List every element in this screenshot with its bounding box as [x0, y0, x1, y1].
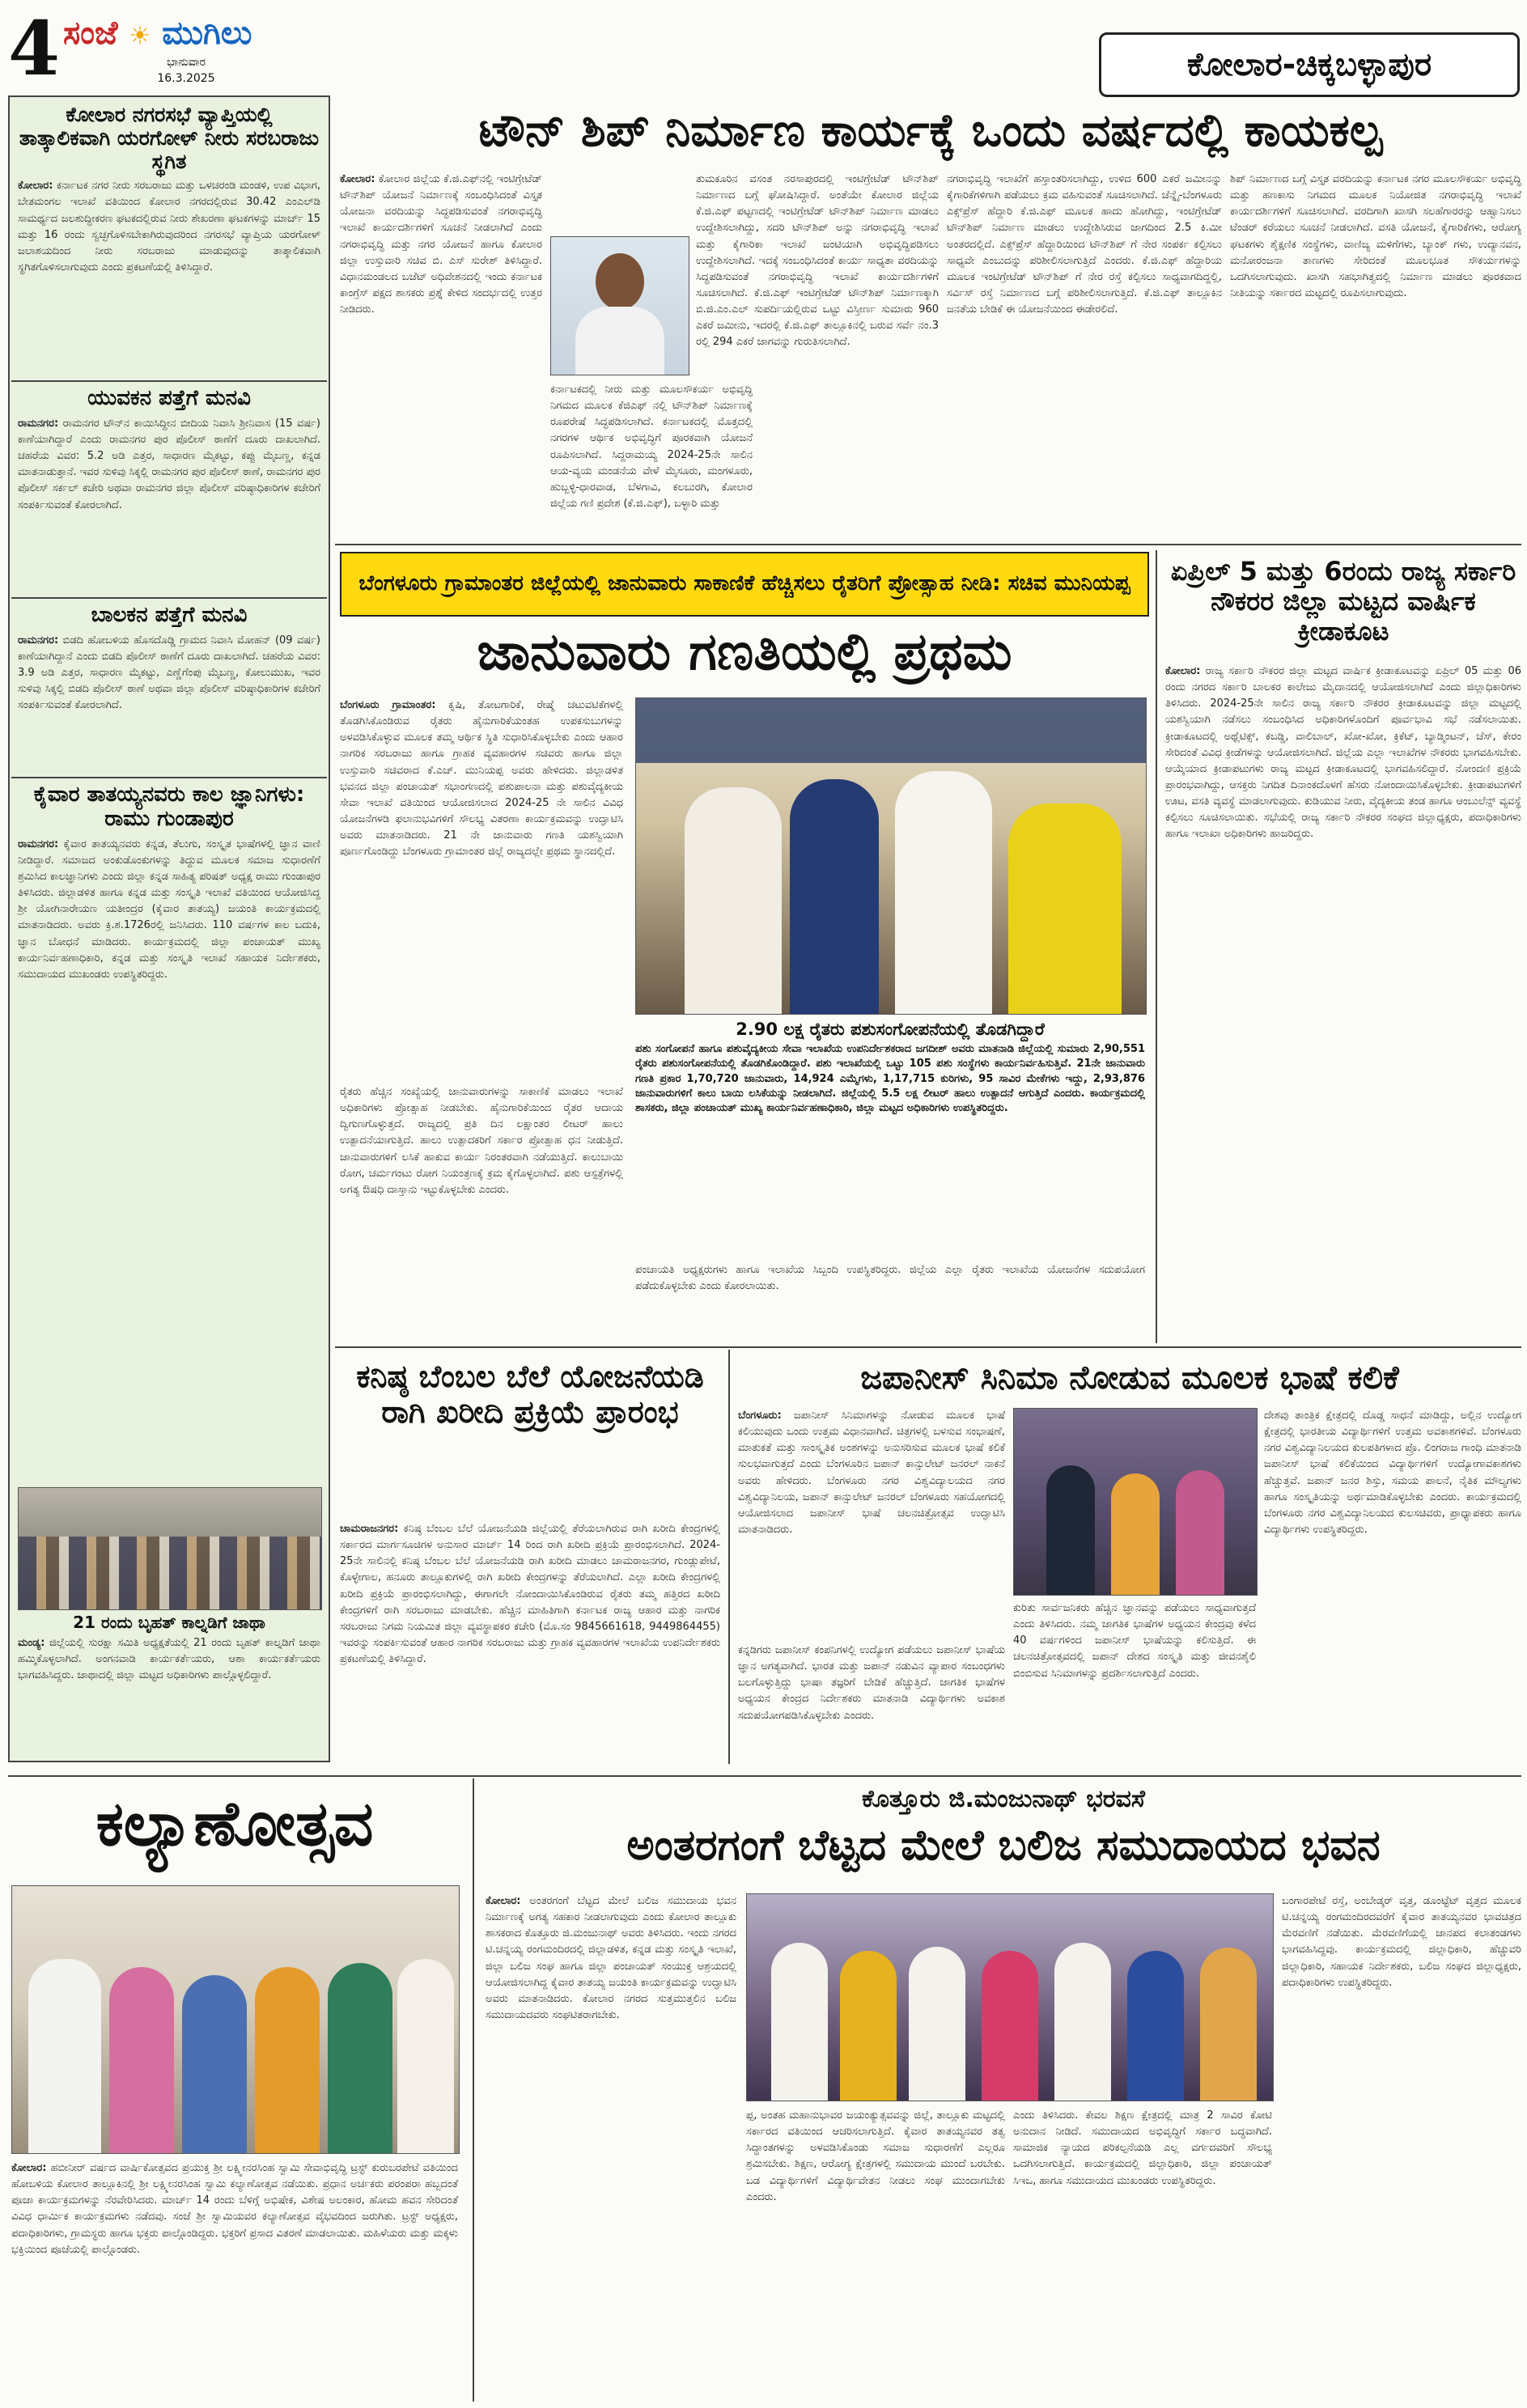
top-story-col4: [947, 172, 1222, 318]
story-text: ಕೈವಾರ ತಾತಯ್ಯನವರು ಕನ್ನಡ, ತೆಲುಗು, ಸಂಸ್ಕೃತ ಭಾಷೆಗಳಲ್ಲಿ ಜ್ಞಾನ ವಾಣಿ ನೀಡಿದ್ದಾರೆ. ಸಮಾಜದ ಅಂಕುಡೊಂಕುಗಳನ್ನು ತಿದ್ದುವ ಮೂಲಕ ಸಮಾಜ ಸುಧಾರಣೆಗೆ ಶ್ರಮಿಸಿದ ಕಾಲಜ್ಞಾನಿಗಳು ಎಂದು ಜಿಲ್ಲಾ ಕನ್ನಡ ಸಾಹಿತ್ಯ ಪರಿಷತ್ ಅಧ್ಯಕ್ಷ ರಾಮು ಗುಂಡಾಪುರ ತಿಳಿಸಿದರು. ಜಿಲ್ಲಾಡಳಿತ ಹಾಗೂ ಕನ್ನಡ ಮತ್ತು ಸಂಸ್ಕೃತಿ ಇಲಾಖೆ ವತಿಯಿಂದ ಆಯೋಜಿಸಿದ್ದ ಶ್ರೀ ಯೋಗಿನಾರೇಯಣ ಯತೀಂದ್ರರ (ಕೈವಾರ ತಾತಯ್ಯ) ಜಯಂತಿ ಕಾರ್ಯಕ್ರಮದಲ್ಲಿ ಮಾತನಾಡಿದರು. ಅವರು ಕ್ರಿ.ಶ.1726ರಲ್ಲಿ ಜನಿಸಿದರು. 110 ವರ್ಷಗಳ ಕಾಲ ಬದುಕಿ, ಜ್ಞಾನ ಬೋಧನೆ ಮಾಡಿದರು. ಕಾರ್ಯಕ್ರಮದಲ್ಲಿ ಜಿಲ್ಲಾ ಪಂಚಾಯತ್ ಮುಖ್ಯ ಕಾರ್ಯನಿರ್ವಹಣಾಧಿಕಾರಿ, ಕನ್ನಡ ಮತ್ತು ಸಂಸ್ಕೃತಿ ಇಲಾಖೆ ಸಹಾಯಕ ನಿರ್ದೇಶಕರು, ಸಮುದಾಯದ ಮುಖಂಡರು ಉಪಸ್ಥಿತರಿದ್ದರು.: [18, 837, 320, 981]
top-story-col5: [1230, 172, 1521, 302]
divider: [335, 1346, 1521, 1348]
japanese-col3: [1013, 1600, 1256, 1682]
caption-title: 21 ರಂದು ಬೃಹತ್ ಕಾಲ್ನಡಿಗೆ ಜಾಥಾ: [73, 1613, 265, 1632]
story-text: ರಾಮನಗರ ಟೌನ್‌ನ ಕಾಯಿಸಿದ್ದೀನ ಬೀದಿಯ ನಿವಾಸಿ ಶ್ರೀನಿವಾಸ (15 ವರ್ಷ) ಕಾಣೆಯಾಗಿದ್ದಾರೆ ಎಂದು ರಾಮನಗರ ಪುರ ಪೊಲೀಸ್ ಠಾಣೆಗೆ ದೂರು ದಾಖಲಾಗಿದೆ. ಚಹರೆಯ ವಿವರ: 5.2 ಅಡಿ ಎತ್ತರ, ಸಾಧಾರಣ ಮೈಕಟ್ಟು, ಕಪ್ಪು ಮೈಬಣ್ಣ, ಕನ್ನಡ ಮಾತನಾಡುತ್ತಾನೆ. ಇವರ ಸುಳಿವು ಸಿಕ್ಕಲ್ಲಿ ರಾಮನಗರ ಪುರ ಪೊಲೀಸ್ ಠಾಣೆ, ರಾಮನಗರ ಪುರ ಪೊಲೀಸ್ ಸರ್ಕಲ್ ಕಚೇರಿ ಅಥವಾ ರಾಮನಗರ ಜಿಲ್ಲಾ ಪೊಲೀಸ್ ವರಿಷ್ಠಾಧಿಕಾರಿಗಳ ಕಚೇರಿಗೆ ಸಂಪರ್ಕಿಸುವಂತೆ ಕೋರಲಾಗಿದೆ.: [18, 417, 320, 511]
story-body: [18, 837, 320, 983]
section-tag: ಕೋಲಾರ-ಚಿಕ್ಕಬಳ್ಳಾಪುರ: [1099, 32, 1520, 97]
dateline: ಕೋಲಾರ:: [1165, 665, 1201, 677]
col-text: ಎಂದು ತಿಳಿಸಿದರು. ಕೇವಲ ಶಿಕ್ಷಣ ಕ್ಷೇತ್ರದಲ್ಲಿ ಮಾತ್ರ 2 ಸಾವಿರ ಕೋಟಿ ಅನುದಾನ ನೀಡಿದೆ. ಸಮುದಾಯದ ಅಭಿವೃದ್ಧಿಗೆ ಸರ್ಕಾರ ಬದ್ಧವಾಗಿದೆ. ಸಾಮಾಜಿಕ ನ್ಯಾಯದ ಪರಿಕಲ್ಪನೆಯಡಿ ಎಲ್ಲ ವರ್ಗದವರಿಗೆ ಸೌಲಭ್ಯ ಒದಗಿಸಲಾಗುತ್ತಿದೆ. ಕಾರ್ಯಕ್ರಮದಲ್ಲಿ ಜಿಲ್ಲಾಧಿಕಾರಿ, ಜಿಲ್ಲಾ ಪಂಚಾಯತ್ ಸಿಇಒ, ಹಾಗೂ ಸಮುದಾಯದ ಮುಖಂಡರು ಉಪಸ್ಥಿತರಿದ್ದರು.: [1013, 2109, 1272, 2187]
story-text: ಬಿಡದಿ ಹೋಬಳಿಯ ಹೊಸದೊಡ್ಡಿ ಗ್ರಾಮದ ನಿವಾಸಿ ಮೋಹನ್ (09 ವರ್ಷ) ಕಾಣೆಯಾಗಿದ್ದಾನೆ ಎಂದು ಬಿಡದಿ ಪೊಲೀಸ್ ಠಾಣೆಗೆ ದೂರು ದಾಖಲಾಗಿದೆ. ಚಹರೆಯ ವಿವರ: 3.9 ಅಡಿ ಎತ್ತರ, ಸಾಧಾರಣ ಮೈಕಟ್ಟು, ಎಣ್ಣೆಗೆಂಪು ಮೈಬಣ್ಣ, ಕೋಲುಮುಖ, ಇವರ ಸುಳಿವು ಸಿಕ್ಕಲ್ಲಿ ಬಿಡದಿ ಪೊಲೀಸ್ ಠಾಣೆ ಅಥವಾ ಜಿಲ್ಲಾ ಪೊಲೀಸ್ ವರಿಷ್ಠಾಧಿಕಾರಿಗಳ ಕಚೇರಿಗೆ ಸಂಪರ್ಕಿಸುವಂತೆ ಕೋರಲಾಗಿದೆ.: [18, 634, 320, 712]
col-text: ಶಿಪ್ ನಿರ್ಮಾಣದ ಬಗ್ಗೆ ವಿಸ್ತೃತ ವರದಿಯನ್ನು ಕರ್ನಾಟಕ ನಗರ ಮೂಲಸೌಕರ್ಯ ಅಭಿವೃದ್ಧಿ ಮತ್ತು ಹಣಕಾಸು ನಿಗಮದ ಮೂಲಕ ನಿಯೋಜಿತ ನಗರಾಭಿವೃದ್ಧಿ ಇಲಾಖೆ ಕಾರ್ಯದರ್ಶಿಗಳಿಗೆ ಸೂಚಿಸಲಾಗಿದೆ. ವರದಿಗಾಗಿ ಖಾಸಗಿ ಸಲಹೆಗಾರರನ್ನು ಆಹ್ವಾನಿಸಲು ಟೆಂಡರ್ ಕರೆಯಲು ಸೂಚನೆ ನೀಡಲಾಗಿದೆ. ವಸತಿ ಯೋಜನೆ, ಕೈಗಾರಿಕೆಗಳು, ಆರೋಗ್ಯ ಘಟಕಗಳು ಶೈಕ್ಷಣಿಕ ಸಂಸ್ಥೆಗಳು, ವಾಣಿಜ್ಯ ಮಳಿಗೆಗಳು, ಬ್ಯಾಂಕ್ ಗಳು, ಉದ್ಯಾನವನ, ಮನೋರಂಜನಾ ತಾಣಗಳು ಸೇರಿದಂತೆ ಮೂಲಭೂತ ಸೌಕರ್ಯಗಳನ್ನು ಒದಗಿಸಲಾಗುವುದು. ಖಾಸಗಿ ಸಹಭಾಗಿತ್ವದಲ್ಲಿ ನಿರ್ಮಾಣ ಮಾಡಲು ಪೂರಕವಾದ ನೀತಿಯನ್ನು ಸರ್ಕಾರದ ಮಟ್ಟದಲ್ಲಿ ರೂಪಿಸಲಾಗುವುದು.: [1230, 173, 1521, 299]
japanese-col2: [1264, 1408, 1521, 1538]
divider: [8, 1775, 1521, 1777]
dateline: ಬೆಂಗಳೂರು ಗ್ರಾಮಾಂತರ:: [340, 699, 436, 711]
col-text: ತುಮಕೂರಿನ ವಸಂತ ನರಸಾಪುರದಲ್ಲಿ ಇಂಟಿಗ್ರೇಟೆಡ್ ಟೌನ್‌ಶಿಪ್ ನಿರ್ಮಾಣದ ಬಗ್ಗೆ ಘೋಷಿಸಿದ್ದಾರೆ. ಅಂತೆಯೇ ಕೋಲಾರ ಜಿಲ್ಲೆಯ ಕೆ.ಜಿ.ಎಫ್ ಪಟ್ಟಣದಲ್ಲಿ ಇಂಟಿಗ್ರೇಟೆಡ್ ಟೌನ್‌ಶಿಪ್ ನಿರ್ಮಾಣ ಮಾಡಲು ಉದ್ದೇಶಿಸಲಾಗಿದ್ದು, ಸದರಿ ಟೌನ್‌ಶಿಪ್ ಅನ್ನು ನಗರಾಭಿವೃದ್ಧಿ ಇಲಾಖೆ ಮತ್ತು ಕೈಗಾರಿಕಾ ಇಲಾಖೆ ಜಂಟಿಯಾಗಿ ಅಭಿವೃದ್ಧಿಪಡಿಸಲು ಉದ್ದೇಶಿಸಲಾಗಿದೆ. ಇದಕ್ಕೆ ಸಂಬಂಧಿಸಿದಂತೆ ಕಾರ್ಯ ಸಾಧ್ಯತಾ ವರದಿಯನ್ನು ಸಿದ್ಧಪಡಿಸುವಂತೆ ನಗರಾಭಿವೃದ್ಧಿ ಇಲಾಖೆ ಕಾರ್ಯದರ್ಶಿಗಳಿಗೆ ಸೂಚಿಸಲಾಗಿದೆ. ಕೆ.ಜಿ.ಎಫ್ ಇಂಟಿಗ್ರೇಟೆಡ್ ಟೌನ್‌ಶಿಪ್ ನಿರ್ಮಾಣಕ್ಕಾಗಿ ಬಿ.ಜಿ.ಎಂ.ಎಲ್ ಸುಪರ್ದಿಯಲ್ಲಿರುವ ಒಟ್ಟು ವಿಸ್ತೀರ್ಣ ಸುಮಾರು 960 ಎಕರೆ ಜಮೀನು, ಇದರಲ್ಲಿ ಕೆ.ಜಿ.ಎಫ್ ತಾಲ್ಲೂಕಿನಲ್ಲಿ ಬರುವ ಸರ್ವೆ ನಂ.3 ರಲ್ಲಿ 294 ಎಕರೆ ಜಾಗವನ್ನು ಗುರುತಿಸಲಾಗಿದೆ.: [696, 173, 939, 349]
japanese-event-photo: [1013, 1408, 1258, 1596]
wedding-photo: [11, 1885, 460, 2154]
caption-body: ಪಶು ಸಂಗೋಪನೆ ಹಾಗೂ ಪಶುವೈದ್ಯಕೀಯ ಸೇವಾ ಇಲಾಖೆಯ ಉಪನಿರ್ದೇಶಕರಾದ ಜಗದೀಶ್ ಅವರು ಮಾತನಾಡಿ ಜಿಲ್ಲೆಯಲ್ಲಿ ಸುಮಾರು 2,90,551 ರೈತರು ಪಶುಸಂಗೋಪನೆಯಲ್ಲಿ ತೊಡಗಿಕೊಂಡಿದ್ದಾರೆ. ಪಶು ಇಲಾಖೆಯಲ್ಲಿ ಒಟ್ಟು 105 ಪಶು ಸಂಸ್ಥೆಗಳು ಕಾರ್ಯನಿರ್ವಹಿಸುತ್ತಿವೆ. 21ನೇ ಜಾನುವಾರು ಗಣತಿ ಪ್ರಕಾರ 1,70,720 ಜಾನುವಾರು, 14,924 ಎಮ್ಮೆಗಳು, 1,17,715 ಕುರಿಗಳು, 95 ಸಾವಿರ ಮೇಕೆಗಳು ಇದ್ದು, 2,93,876 ಜಾನುವಾರುಗಳಿಗೆ ಕಾಲು ಬಾಯಿ ಲಸಿಕೆಯನ್ನು ನೀಡಲಾಗಿದೆ. ಜಿಲ್ಲೆಯಲ್ಲಿ 5.5 ಲಕ್ಷ ಲೀಟರ್ ಹಾಲು ಉತ್ಪಾದನೆ ಆಗುತ್ತಿದೆ ಎಂದರು. ಕಾರ್ಯಕ್ರಮದಲ್ಲಿ ಶಾಸಕರು, ಜಿಲ್ಲಾ ಪಂಚಾಯತ್ ಮುಖ್ಯ ಕಾರ್ಯನಿರ್ವಹಣಾಧಿಕಾರಿ, ಜಿಲ್ಲಾ ಮಟ್ಟದ ಅಧಿಕಾರಿಗಳು ಉಪಸ್ಥಿತರಿದ್ದರು.: [635, 1043, 1145, 1114]
balija-event-photo: [746, 1893, 1274, 2101]
col-text: ಬಂಗಾರಪೇಟೆ ರಸ್ತೆ, ಅಂಬೇಡ್ಕರ್ ವೃತ್ತ, ಡೂಂಟ್ಟೆಟ್ ವೃತ್ತದ ಮೂಲಕ ಟಿ.ಚನ್ನಯ್ಯ ರಂಗಮಂದಿರದವರೆಗೆ ಕೈವಾರ ತಾತಯ್ಯನವರ ಭಾವಚಿತ್ರದ ಮೆರವಣಿಗೆ ನಡೆಯಿತು. ಮೆರವಣಿಗೆಯಲ್ಲಿ ಜಾನಪದ ಕಲಾತಂಡಗಳು ಭಾಗವಹಿಸಿದ್ದವು. ಕಾರ್ಯಕ್ರಮದಲ್ಲಿ ಜಿಲ್ಲಾಧಿಕಾರಿ, ಹೆಚ್ಚುವರಿ ಜಿಲ್ಲಾಧಿಕಾರಿ, ಸಹಾಯಕ ನಿರ್ದೇಶಕರು, ಬಲಿಜ ಸಂಘದ ಜಿಲ್ಲಾಧ್ಯಕ್ಷರು, ಪದಾಧಿಕಾರಿಗಳು ಉಪಸ್ಥಿತರಿದ್ದರು.: [1282, 1895, 1521, 1989]
livestock-caption: [635, 1020, 1145, 1116]
col-text: ಕೃಷಿ, ತೋಟಗಾರಿಕೆ, ರೇಷ್ಮೆ ಚಟುವಟಿಕೆಗಳಲ್ಲಿ ತೊಡಗಿಸಿಕೊಂಡಿರುವ ರೈತರು ಹೈನುಗಾರಿಕೆಯಂತಹ ಉಪಕಸುಬುಗಳನ್ನು ಅಳವಡಿಸಿಕೊಳ್ಳುವ ಮೂಲಕ ತಮ್ಮ ಆರ್ಥಿಕ ಸ್ಥಿತಿ ಸುಧಾರಿಸಿಕೊಳ್ಳಬೇಕು ಎಂದು ಆಹಾರ ನಾಗರಿಕ ಸರಬರಾಜು ಹಾಗೂ ಗ್ರಾಹಕ ವ್ಯವಹಾರಗಳ ಸಚಿವರು ಹಾಗೂ ಜಿಲ್ಲಾ ಉಸ್ತುವಾರಿ ಸಚಿವರಾದ ಕೆ.ಎಚ್. ಮುನಿಯಪ್ಪ ಅವರು ಹೇಳಿದರು. ಜಿಲ್ಲಾಡಳಿತ ಭವನದ ಜಿಲ್ಲಾ ಪಂಚಾಯತ್ ಸಭಾಂಗಣದಲ್ಲಿ ಪಶುಪಾಲನಾ ಮತ್ತು ಪಶುವೈದ್ಯಕೀಯ ಸೇವಾ ಇಲಾಖೆ ವತಿಯಿಂದ ಆಯೋಜಿಸಲಾದ 2024-25 ನೇ ಸಾಲಿನ ವಿವಿಧ ಯೋಜನೆಗಳಡಿ ಫಲಾನುಭವಿಗಳಿಗೆ ಸೌಲಭ್ಯ ವಿತರಣಾ ಕಾರ್ಯಕ್ರಮವನ್ನು ಉದ್ಘಾಟಿಸಿ ಅವರು ಮಾತನಾಡಿದರು. 21 ನೇ ಜಾನುವಾರು ಗಣತಿ ಯಶಸ್ವಿಯಾಗಿ ಪೂರ್ಣಗೊಂಡಿದ್ದು ಬೆಂಗಳೂರು ಗ್ರಾಮಾಂತರ ಜಿಲ್ಲೆ ರಾಜ್ಯದಲ್ಲೇ ಪ್ರಥಮ ಸ್ಥಾನದಲ್ಲಿದೆ.: [340, 699, 623, 858]
caption-title: 2.90 ಲಕ್ಷ ರೈತರು ಪಶುಸಂಗೋಪನೆಯಲ್ಲಿ ತೊಡಗಿದ್ದಾರೆ: [736, 1020, 1045, 1039]
balija-col1: [486, 1893, 736, 2024]
divider: [473, 1778, 474, 2402]
headline: ಯುವಕನ ಪತ್ತೆಗೆ ಮನವಿ: [87, 386, 251, 410]
ragi-headline: ಕನಿಷ್ಠ ಬೆಂಬಲ ಬೆಲೆ ಯೋಜನೆಯಡಿ ರಾಗಿ ಖರೀದಿ ಪ್ರಕ್ರಿಯೆ ಪ್ರಾರಂಭ: [356, 1359, 704, 1430]
col-text: ಕೋಲಾರ ಜಿಲ್ಲೆಯ ಕೆ.ಜಿ.ಎಫ್‌ನಲ್ಲಿ ಇಂಟಿಗ್ರೇಟೆಡ್ ಟೌನ್‌ಶಿಪ್ ಯೋಜನೆ ನಿರ್ಮಾಣಕ್ಕೆ ಸಂಬಂಧಿಸಿದಂತೆ ವಿಸ್ತೃತ ಯೋಜನಾ ವರದಿಯನ್ನು ಸಿದ್ಧಪಡಿಸುವಂತೆ ನಗರಾಭಿವೃದ್ಧಿ ಇಲಾಖೆ ಕಾರ್ಯದರ್ಶಿಗಳಿಗೆ ಸೂಚನೆ ನೀಡಲಾಗಿದೆ ಎಂದು ನಗರಾಭಿವೃದ್ಧಿ ಮತ್ತು ನಗರ ಯೋಜನೆ ಹಾಗೂ ಕೋಲಾರ ಜಿಲ್ಲಾ ಉಸ್ತುವಾರಿ ಸಚಿವ ಬಿ. ಎಸ್ ಸುರೇಶ್ ತಿಳಿಸಿದ್ದಾರೆ. ವಿಧಾನಮಂಡಲದ ಬಜೆಟ್ ಅಧಿವೇಶನದಲ್ಲಿ ಇಂದು ಕರ್ನಾಟಕ ಕಾಂಗ್ರೆಸ್ ಪಕ್ಷದ ಶಾಸಕರು ಪ್ರಶ್ನೆ ಕೇಳಿದ ಸಂದರ್ಭದಲ್ಲಿ ಉತ್ತರ ನೀಡಿದರು.: [340, 173, 542, 316]
japanese-col1: [738, 1408, 1005, 1538]
paper-logo: [63, 15, 252, 52]
col-text: ಕನ್ನಡಿಗರು ಜಪಾನೀಸ್ ಕಂಪನಿಗಳಲ್ಲಿ ಉದ್ಯೋಗ ಪಡೆಯಲು ಜಪಾನೀಸ್ ಭಾಷೆಯ ಜ್ಞಾನ ಅಗತ್ಯವಾಗಿದೆ. ಭಾರತ ಮತ್ತು ಜಪಾನ್ ನಡುವಿನ ವ್ಯಾಪಾರ ಸಂಬಂಧಗಳು ಬಲಗೊಳ್ಳುತ್ತಿದ್ದು ಭಾಷಾ ತಜ್ಞರಿಗೆ ಬೇಡಿಕೆ ಹೆಚ್ಚುತ್ತಿದೆ. ಜಾಗತಿಕ ಭಾಷೆಗಳ ಅಧ್ಯಯನ ಕೇಂದ್ರದ ನಿರ್ದೇಶಕರು ಮಾತನಾಡಿ ವಿದ್ಯಾರ್ಥಿಗಳು ಅವಕಾಶ ಸದುಪಯೋಗಪಡಿಸಿಕೊಳ್ಳಬೇಕು ಎಂದರು.: [738, 1644, 1005, 1722]
dateline: ಚಾಮರಾಜನಗರ:: [340, 1523, 399, 1535]
caption-text: ಜಿಲ್ಲೆಯಲ್ಲಿ ಸುರಕ್ಷಾ ಸಮಿತಿ ಅಧ್ಯಕ್ಷತೆಯಲ್ಲಿ 21 ರಂದು ಬೃಹತ್ ಕಾಲ್ನಡಿಗೆ ಜಾಥಾ ಹಮ್ಮಿಕೊಳ್ಳಲಾಗಿದೆ. ಅಂಗನವಾಡಿ ಕಾರ್ಯಕರ್ತೆಯರು, ಆಶಾ ಕಾರ್ಯಕರ್ತೆಯರು ಭಾಗವಹಿಸಿದ್ದರು. ಜಾಥಾದಲ್ಲಿ ಜಿಲ್ಲಾ ಮಟ್ಟದ ಅಧಿಕಾರಿಗಳು ಪಾಲ್ಗೊಳ್ಳಲಿದ್ದಾರೆ.: [18, 1637, 320, 1682]
japanese-headline: ಜಪಾನೀಸ್ ಸಿನಿಮಾ ನೋಡುವ ಮೂಲಕ ಭಾಷೆ ಕಲಿಕೆ: [860, 1359, 1399, 1397]
story-text: ಹಬೀನೀರ್ ವರ್ಷದ ವಾರ್ಷಿಕೋತ್ಸವದ ಪ್ರಯುಕ್ತ ಶ್ರೀ ಲಕ್ಷ್ಮೀನರಸಿಂಹ ಸ್ವಾಮಿ ಸೇವಾಭಿವೃದ್ಧಿ ಟ್ರಸ್ಟ್ ಕುರುಬರಪೇಟೆ ವತಿಯಿಂದ ಹೋಬಳಿಯ ಕೋಲಾರ ತಾಲ್ಲೂಕಿನಲ್ಲಿ ಶ್ರೀ ಲಕ್ಷ್ಮೀನರಸಿಂಹ ಸ್ವಾಮಿ ಕಲ್ಯಾಣೋತ್ಸವ ನಡೆಯಿತು. ಪ್ರಧಾನ ಅರ್ಚಕರು ಪರಂಪರಾ ಹಬ್ಬದಂತೆ ಪೂಜಾ ಕಾರ್ಯಕ್ರಮಗಳನ್ನು ನೆರವೇರಿಸಿದರು. ಮಾರ್ಚ್ 14 ರಂದು ಬೆಳಿಗ್ಗೆ ಅಭಿಷೇಕ, ವಿಶೇಷ ಅಲಂಕಾರ, ಹೋಮ ಹವನ ಸೇರಿದಂತೆ ವಿವಿಧ ಧಾರ್ಮಿಕ ಕಾರ್ಯಕ್ರಮಗಳು ನಡೆದವು. ಸಂಜೆ ಶ್ರೀ ಸ್ವಾಮಿಯವರ ಕಲ್ಯಾಣೋತ್ಸವ ವೈಭವದಿಂದ ಜರುಗಿತು. ಟ್ರಸ್ಟ್ ಅಧ್ಯಕ್ಷರು, ಪದಾಧಿಕಾರಿಗಳು, ಗ್ರಾಮಸ್ಥರು ಹಾಗೂ ಭಕ್ತರು ಪಾಲ್ಗೊಂಡಿದ್ದರು. ಭಕ್ತರಿಗೆ ಪ್ರಸಾದ ವಿತರಣೆ ಮಾಡಲಾಯಿತು. ಮಹಿಳೆಯರು ಮತ್ತು ಮಕ್ಕಳು ಭಕ್ತಿಯಿಂದ ಪೂಜೆಯಲ್ಲಿ ಪಾಲ್ಗೊಂಡರು.: [11, 2162, 459, 2256]
livestock-headline: ಜಾನುವಾರು ಗಣತಿಯಲ್ಲಿ ಪ್ರಥಮ: [477, 622, 1012, 682]
story-body: [18, 633, 320, 714]
balija-col4: [1282, 1893, 1521, 1991]
dateline: ಕೋಲಾರ:: [18, 180, 53, 193]
col-text: ಪ್ಪ, ಅಂತಹ ಮಹಾನುಭಾವರ ಜಯಂತ್ಯುತ್ಸವವನ್ನು ಜಿಲ್ಲೆ, ತಾಲ್ಲೂಕು ಮಟ್ಟದಲ್ಲಿ ಸರ್ಕಾರದ ವತಿಯಿಂದ ಆಚರಿಸಲಾಗುತ್ತಿದೆ. ಕೈವಾರ ತಾತಯ್ಯನವರ ತತ್ವ ಸಿದ್ಧಾಂತಗಳನ್ನು ಅಳವಡಿಸಿಕೊಂಡು ಸಮಾಜ ಸುಧಾರಣೆಗೆ ಎಲ್ಲರೂ ಶ್ರಮಿಸಬೇಕು. ಶಿಕ್ಷಣ, ಆರೋಗ್ಯ ಕ್ಷೇತ್ರಗಳಲ್ಲಿ ಸಮುದಾಯ ಮುಂದೆ ಬರಬೇಕು. ಬಡ ವಿದ್ಯಾರ್ಥಿಗಳಿಗೆ ವಿದ್ಯಾರ್ಥಿವೇತನ ನೀಡಲು ಸಂಘ ಮುಂದಾಗಬೇಕು ಎಂದರು.: [746, 2109, 1005, 2203]
top-story-col1: [340, 172, 542, 318]
dateline: ಕೋಲಾರ:: [11, 2162, 47, 2174]
sports-body: [1165, 663, 1521, 843]
story-text: ಕರ್ನಾಟಕ ನಗರ ನೀರು ಸರಬರಾಜು ಮತ್ತು ಒಳಚರಂಡಿ ಮಂಡಳಿ, ಉಪ ವಿಭಾಗ, ಬೇತಮಂಗಲ ಇಲಾಖೆ ವತಿಯಿಂದ ಕೋಲಾರ ನಗರದಲ್ಲಿರುವ 30.42 ಎಂಎಲ್‌ಡಿ ಸಾಮರ್ಥ್ಯದ ಜಲಶುದ್ಧೀಕರಣ ಘಟಕದಲ್ಲಿರುವ ನೀರು ಶೇಖರಣಾ ಘಟಕಗಳನ್ನು ಮಾರ್ಚ್ 15 ಮತ್ತು 16 ರಂದು ಸ್ವಚ್ಛಗೊಳಿಸಬೇಕಾಗಿರುವುದರಿಂದ ನಗರಸಭೆ ವ್ಯಾಪ್ತಿಯ ಯರಗೋಳ್ ಜಲಾಶಯದಿಂದ ನೀರು ಸರಬರಾಜು ಮಾಡುವುದನ್ನು ತಾತ್ಕಾಲಿಕವಾಗಿ ಸ್ಥಗಿತಗೊಳಿಸಲಾಗುವುದು ಎಂದು ಪ್ರಕಟಣೆಯಲ್ಲಿ ತಿಳಿಸಿದ್ದಾರೆ.: [18, 180, 320, 273]
col-text: ಅಂತರಗಂಗೆ ಬೆಟ್ಟದ ಮೇಲೆ ಬಲಿಜ ಸಮುದಾಯ ಭವನ ನಿರ್ಮಾಣಕ್ಕೆ ಅಗತ್ಯ ಸಹಕಾರ ನೀಡಲಾಗುವುದು ಎಂದು ಕೋಲಾರ ತಾಲ್ಲೂಕು ಶಾಸಕರಾದ ಕೊತ್ತೂರು ಜಿ.ಮಂಜುನಾಥ್ ಅವರು ತಿಳಿಸಿದರು. ಇಂದು ನಗರದ ಟಿ.ಚನ್ನಯ್ಯ ರಂಗಮಂದಿರದಲ್ಲಿ ಜಿಲ್ಲಾಡಳಿತ, ಕನ್ನಡ ಮತ್ತು ಸಂಸ್ಕೃತಿ ಇಲಾಖೆ, ಜಿಲ್ಲಾ ಬಲಿಜ ಸಂಘ ಹಾಗೂ ಜಿಲ್ಲಾ ಪಂಚಾಯತ್ ಸಂಯುಕ್ತ ಆಶ್ರಯದಲ್ಲಿ ಆಯೋಜಿಸಲಾಗಿದ್ದ ಕೈವಾರ ತಾತಯ್ಯ ಜಯಂತಿ ಕಾರ್ಯಕ್ರಮವನ್ನು ಉದ್ಘಾಟಿಸಿ ಅವರು ಮಾತನಾಡಿದರು. ಕೋಲಾರ ನಗರದ ಸುತ್ತಮುತ್ತಲಿನ ಬಲಿಜ ಸಮುದಾಯದವರು ಸಂಘಟಿತರಾಗಬೇಕು.: [486, 1895, 736, 2021]
sun-icon: ☀: [129, 22, 151, 50]
livestock-col1: [340, 697, 623, 860]
dateline: ಕೋಲಾರ:: [486, 1895, 521, 1907]
rally-photo: [18, 1487, 322, 1610]
page-number: 4: [8, 5, 61, 92]
balija-col3: [1013, 2108, 1272, 2190]
paper-name-part1: ಸಂಜೆ: [63, 15, 118, 52]
divider: [728, 1350, 730, 1764]
masthead: [8, 5, 299, 92]
top-story-col3: [696, 172, 939, 351]
dateline: ರಾಮನಗರ:: [18, 634, 59, 647]
left-story-youth: [18, 387, 320, 514]
col-text: ಕುರಿತು ಸಾರ್ವಜನಿಕರು ಹೆಚ್ಚಿನ ಜ್ಞಾನವನ್ನು ಪಡೆಯಲು ಸಾಧ್ಯವಾಗುತ್ತದೆ ಎಂದು ತಿಳಿಸಿದರು. ನಮ್ಮ ಜಾಗತಿಕ ಭಾಷೆಗಳ ಅಧ್ಯಯನ ಕೇಂದ್ರವು ಕಳೆದ 40 ವರ್ಷಗಳಿಂದ ಜಪಾನೀಸ್ ಭಾಷೆಯನ್ನು ಕಲಿಸುತ್ತಿದೆ. ಈ ಚಲನಚಿತ್ರೋತ್ಸವದಲ್ಲಿ ಜಪಾನ್ ದೇಶದ ಸಂಸ್ಕೃತಿ ಮತ್ತು ಜೀವನಶೈಲಿ ಬಿಂಬಿಸುವ ಸಿನಿಮಾಗಳನ್ನು ಪ್ರದರ್ಶಿಸಲಾಗುತ್ತಿದೆ ಎಂದರು.: [1013, 1602, 1256, 1680]
top-story-col2: [550, 382, 753, 512]
divider: [11, 380, 327, 382]
wedding-headline: ಕಲ್ಯಾಣೋತ್ಸವ: [95, 1787, 374, 1859]
balija-headline: ಅಂತರಗಂಗೆ ಬೆಟ್ಟದ ಮೇಲೆ ಬಲಿಜ ಸಮುದಾಯದ ಭವನ: [626, 1821, 1381, 1870]
issue-day: ಭಾನುವಾರ: [166, 56, 206, 69]
col-text: ಜಪಾನೀಸ್ ಸಿನಿಮಾಗಳನ್ನು ನೋಡುವ ಮೂಲಕ ಭಾಷೆ ಕಲಿಯುವುದು ಒಂದು ಉತ್ತಮ ವಿಧಾನವಾಗಿದೆ. ಚಿತ್ರಗಳಲ್ಲಿ ಬಳಸುವ ಸಂಭಾಷಣೆ, ಮಾತುಕತೆ ಮತ್ತು ಸಾಂಸ್ಕೃತಿಕ ಅಂಶಗಳನ್ನು ಅನುಸರಿಸುವ ಮೂಲಕ ಭಾಷೆ ಕಲಿಕೆ ಸುಲಭವಾಗುತ್ತದೆ ಎಂದು ಬೆಂಗಳೂರಿನ ಜಪಾನ್ ಕಾನ್ಸುಲೇಟ್ ಜನರಲ್ ನಾಕನೆ ಅವರು ಹೇಳಿದರು. ಬೆಂಗಳೂರು ನಗರ ವಿಶ್ವವಿದ್ಯಾಲಯದ ನಗರ ವಿಶ್ವವಿದ್ಯಾನಿಲಯ, ಜಪಾನ್ ಕಾನ್ಸುಲೇಟ್ ಜನರಲ್ ಬೆಂಗಳೂರು ಸಹಯೋಗದಲ್ಲಿ ಆಯೋಜಿಸಲಾದ ಜಪಾನೀಸ್ ಭಾಷೆ ಚಲನಚಿತ್ರೋತ್ಸವ ಉದ್ಘಾಟಿಸಿ ಮಾತನಾಡಿದರು.: [738, 1410, 1006, 1536]
story-body: [18, 178, 320, 276]
dateline: ಕೋಲಾರ:: [340, 173, 375, 185]
minister-portrait: [550, 236, 689, 375]
headline: ಕೈವಾರ ತಾತಯ್ಯನವರು ಕಾಲ ಜ್ಞಾನಿಗಳು: ರಾಮು ಗುಂಡಾಪುರ: [33, 782, 305, 831]
livestock-event-photo: [635, 697, 1147, 1015]
sports-headline: ಏಪ್ರಿಲ್ 5 ಮತ್ತು 6ರಂದು ರಾಜ್ಯ ಸರ್ಕಾರಿ ನೌಕರರ ಜಿಲ್ಲಾ ಮಟ್ಟದ ವಾರ್ಷಿಕ ಕ್ರೀಡಾಕೂಟ: [1170, 556, 1516, 647]
story-body: [18, 416, 320, 514]
headline: ಕೋಲಾರ ನಗರಸಭೆ ವ್ಯಾಪ್ತಿಯಲ್ಲಿ ತಾತ್ಕಾಲಿಕವಾಗಿ ಯರಗೋಳ್ ನೀರು ಸರಬರಾಜು ಸ್ಥಗಿತ: [19, 103, 320, 173]
dateline: ಮಂಡ್ಯ:: [18, 1637, 45, 1649]
dateline: ಬೆಂಗಳೂರು:: [738, 1410, 782, 1422]
divider: [335, 544, 1521, 545]
divider: [1156, 550, 1157, 1343]
left-story-boy: [18, 604, 320, 714]
divider: [11, 597, 327, 599]
balija-col2: [746, 2108, 1005, 2206]
balija-kicker: ಕೊತ್ತೂರು ಜಿ.ಮಂಜುನಾಥ್ ಭರವಸೆ: [862, 1785, 1145, 1813]
ragi-body: [340, 1521, 720, 1668]
dateline: ರಾಮನಗರ:: [18, 837, 59, 850]
left-story-kaivara: [18, 783, 320, 983]
issue-date: 16.3.2025: [157, 72, 215, 85]
top-story-headline: ಟೌನ್ ಶಿಪ್ ನಿರ್ಮಾಣ ಕಾರ್ಯಕ್ಕೆ ಒಂದು ವರ್ಷದಲ್ಲಿ ಕಾಯಕಲ್ಪ: [478, 104, 1383, 157]
col-text: ದೇಶವು ತಾಂತ್ರಿಕ ಕ್ಷೇತ್ರದಲ್ಲಿ ದೊಡ್ಡ ಸಾಧನೆ ಮಾಡಿದ್ದು, ಅಲ್ಲಿನ ಉದ್ಯೋಗ ಕ್ಷೇತ್ರದಲ್ಲಿ ಭಾರತೀಯ ವಿದ್ಯಾರ್ಥಿಗಳಿಗೆ ಉತ್ತಮ ಅವಕಾಶಗಳಿವೆ. ಬೆಂಗಳೂರು ನಗರ ವಿಶ್ವವಿದ್ಯಾನಿಲಯದ ಕುಲಪತಿಗಳಾದ ಪ್ರೊ. ಲಿಂಗರಾಜ ಗಾಂಧಿ ಮಾತನಾಡಿ ಜಪಾನೀಸ್ ಭಾಷೆ ಕಲಿಕೆಯಿಂದ ವಿದ್ಯಾರ್ಥಿಗಳಿಗೆ ಉದ್ಯೋಗಾವಕಾಶಗಳು ಹೆಚ್ಚುತ್ತವೆ. ಜಪಾನ್ ಜನರ ಶಿಸ್ತು, ಸಮಯ ಪಾಲನೆ, ನೈತಿಕ ಮೌಲ್ಯಗಳು ಹಾಗೂ ಸಂಸ್ಕೃತಿಯನ್ನು ಅರ್ಥಮಾಡಿಕೊಳ್ಳಬೇಕು ಎಂದರು. ಕಾರ್ಯಕ್ರಮದಲ್ಲಿ ಬೆಂಗಳೂರು ನಗರ ವಿಶ್ವವಿದ್ಯಾನಿಲಯದ ಕುಲಸಚಿವರು, ಪ್ರಾಧ್ಯಾಪಕರು ಹಾಗೂ ವಿದ್ಯಾರ್ಥಿಗಳು ಉಪಸ್ಥಿತರಿದ್ದರು.: [1264, 1410, 1521, 1536]
story-text: ಕನಿಷ್ಠ ಬೆಂಬಲ ಬೆಲೆ ಯೋಜನೆಯಡಿ ಜಿಲ್ಲೆಯಲ್ಲಿ ತೆರೆಯಲಾಗಿರುವ ರಾಗಿ ಖರೀದಿ ಕೇಂದ್ರಗಳಲ್ಲಿ ಸರ್ಕಾರದ ಮಾರ್ಗಸೂಚಿಗಳ ಅನುಸಾರ ಮಾರ್ಚ್ 14 ರಿಂದ ರಾಗಿ ಖರೀದಿ ಪ್ರಕ್ರಿಯೆ ಪ್ರಾರಂಭಿಸಲಾಗಿದೆ. 2024-25ನೇ ಸಾಲಿನಲ್ಲಿ ಕನಿಷ್ಠ ಬೆಂಬಲ ಬೆಲೆ ಯೋಜನೆಯಡಿ ರಾಗಿ ಖರೀದಿ ಮಾಡಲು ಚಾಮರಾಜನಗರ, ಗುಂಡ್ಲುಪೇಟೆ, ಕೊಳ್ಳೇಗಾಲ, ಹನೂರು ತಾಲ್ಲೂಕುಗಳಲ್ಲಿ ರಾಗಿ ಖರೀದಿ ಕೇಂದ್ರಗಳನ್ನು ತೆರೆಯಲಾಗಿದೆ. ಎಲ್ಲಾ ಖರೀದಿ ಕೇಂದ್ರಗಳಲ್ಲಿ ಖರೀದಿ ಪ್ರಕ್ರಿಯೆ ಪ್ರಾರಂಭಿಸಲಾಗಿದ್ದು, ಈಗಾಗಲೇ ನೋಂದಾಯಿಸಿಕೊಂಡಿರುವ ರೈತರು ತಮ್ಮ ಹತ್ತಿರದ ಖರೀದಿ ಕೇಂದ್ರಗಳಿಗೆ ರಾಗಿ ಸರಬರಾಜು ಮಾಡಬೇಕು. ಹೆಚ್ಚಿನ ಮಾಹಿತಿಗಾಗಿ ಕರ್ನಾಟಕ ರಾಜ್ಯ ಆಹಾರ ಮತ್ತು ನಾಗರಿಕ ಸರಬರಾಜು ನಿಗಮ ನಿಯಮಿತ ಜಿಲ್ಲಾ ವ್ಯವಸ್ಥಾಪಕರ ಕಚೇರಿ (ಮೊ.ಸಂ 9845661618, 9449864455) ಇವರನ್ನು ಸಂಪರ್ಕಿಸುವಂತೆ ಆಹಾರ ನಾಗರಿಕ ಸರಬರಾಜು ಮತ್ತು ಗ್ರಾಹಕ ವ್ಯವಹಾರಗಳ ಇಲಾಖೆಯ ಉಪನಿರ್ದೇಶಕರು ಪ್ರಕಟಣೆಯಲ್ಲಿ ತಿಳಿಸಿದ್ದಾರೆ.: [340, 1523, 720, 1666]
rally-caption: [18, 1613, 320, 1684]
col-text: ನಗರಾಭಿವೃದ್ಧಿ ಇಲಾಖೆಗೆ ಹಸ್ತಾಂತರಿಸಲಾಗಿದ್ದು, ಉಳಿದ 600 ಎಕರೆ ಜಮೀನನ್ನು ಕೈಗಾರಿಕೆಗಳಿಗಾಗಿ ಪಡೆಯಲು ಕ್ರಮ ವಹಿಸುವಂತೆ ಸೂಚಿಸಲಾಗಿದೆ. ಚೆನ್ನೈ-ಬೆಂಗಳೂರು ಎಕ್ಸ್‌ಪ್ರೆಸ್ ಹೆದ್ದಾರಿ ಕೆ.ಜಿ.ಎಫ್ ಮೂಲಕ ಹಾದು ಹೋಗಿದ್ದು, ಇಂಟಿಗ್ರೇಟೆಡ್ ಟೌನ್‌ಶಿಪ್ ನಿರ್ಮಾಣ ಮಾಡಲು ಉದ್ದೇಶಿಸಿರುವ ಜಾಗದಿಂದ 2.5 ಕಿ.ಮೀ ಅಂತರದಲ್ಲಿದೆ. ಎಕ್ಸ್‌ಪ್ರೆಸ್ ಹೆದ್ದಾರಿಯಿಂದ ಟೌನ್‌ಶಿಪ್ ಗೆ ನೇರ ಸಂಪರ್ಕ ಕಲ್ಪಿಸಲು ಸಾಧ್ಯವೇ ಎಂಬುದನ್ನು ಪರಿಶೀಲಿಸಲಾಗುತ್ತಿದೆ ಎಂದರು. ಕೆ.ಜಿ.ಎಫ್ ಹೆದ್ದಾರಿಯ ಮೂಲಕ ಇಂಟಿಗ್ರೇಟೆಡ್ ಟೌನ್‌ಶಿಪ್ ಗೆ ನೇರ ರಸ್ತೆ ಕಲ್ಪಿಸಲು ಸಾಧ್ಯವಾಗದಿದ್ದಲ್ಲಿ, ಸರ್ವಿಸ್ ರಸ್ತೆ ನಿರ್ಮಾಣದ ಬಗ್ಗೆ ಪರಿಶೀಲಿಸಲಾಗುತ್ತಿದೆ. ಕೆ.ಜಿ.ಎಫ್ ತಾಲ್ಲೂಕಿನ ಜನತೆಯ ಬೇಡಿಕೆ ಈ ಯೋಜನೆಯಿಂದ ಈಡೇರಲಿದೆ.: [947, 173, 1222, 316]
wedding-body: [11, 2160, 458, 2258]
paper-name-part2: ಮುಗಿಲು: [162, 15, 252, 52]
left-story-water: [18, 104, 320, 276]
col-text: ರೈತರು ಹೆಚ್ಚಿನ ಸಂಖ್ಯೆಯಲ್ಲಿ ಜಾನುವಾರುಗಳನ್ನು ಸಾಕಾಣಿಕೆ ಮಾಡಲು ಇಲಾಖೆ ಅಧಿಕಾರಿಗಳು ಪ್ರೋತ್ಸಾಹ ನೀಡಬೇಕು. ಹೈನುಗಾರಿಕೆಯಿಂದ ರೈತರ ಆದಾಯ ದ್ವಿಗುಣಗೊಳ್ಳುತ್ತದೆ. ರಾಜ್ಯದಲ್ಲಿ ಪ್ರತಿ ದಿನ ಲಕ್ಷಾಂತರ ಲೀಟರ್ ಹಾಲು ಉತ್ಪಾದನೆಯಾಗುತ್ತಿದೆ. ಹಾಲು ಉತ್ಪಾದಕರಿಗೆ ಸರ್ಕಾರ ಪ್ರೋತ್ಸಾಹ ಧನ ನೀಡುತ್ತಿದೆ. ಜಾನುವಾರುಗಳಿಗೆ ಲಸಿಕೆ ಹಾಕುವ ಕಾರ್ಯ ನಿರಂತರವಾಗಿ ನಡೆಯುತ್ತಿದೆ. ಕಾಲುಬಾಯಿ ರೋಗ, ಚರ್ಮಗಂಟು ರೋಗ ನಿಯಂತ್ರಣಕ್ಕೆ ಕ್ರಮ ಕೈಗೊಳ್ಳಲಾಗಿದೆ. ಪಶು ಆಸ್ಪತ್ರೆಗಳಲ್ಲಿ ಅಗತ್ಯ ಔಷಧಿ ದಾಸ್ತಾನು ಇಟ್ಟುಕೊಳ್ಳಬೇಕು ಎಂದರು.: [340, 1086, 623, 1196]
story-text: ರಾಜ್ಯ ಸರ್ಕಾರಿ ನೌಕರರ ಜಿಲ್ಲಾ ಮಟ್ಟದ ವಾರ್ಷಿಕ ಕ್ರೀಡಾಕೂಟವನ್ನು ಏಪ್ರಿಲ್ 05 ಮತ್ತು 06 ರಂದು ನಗರದ ಸರ್ಕಾರಿ ಬಾಲಕರ ಕಾಲೇಜು ಮೈದಾನದಲ್ಲಿ ಆಯೋಜಿಸಲಾಗಿದೆ ಎಂದು ಜಿಲ್ಲಾಧಿಕಾರಿಗಳು ತಿಳಿಸಿದರು. 2024-25ನೇ ಸಾಲಿನ ರಾಜ್ಯ ಸರ್ಕಾರಿ ನೌಕರರ ಕ್ರೀಡಾಕೂಟವನ್ನು ಜಿಲ್ಲಾ ಮಟ್ಟದಲ್ಲಿ ಯಶಸ್ವಿಯಾಗಿ ನಡೆಸಲು ಸಂಬಂಧಿಸಿದ ಅಧಿಕಾರಿಗಳೊಂದಿಗೆ ಪೂರ್ವಭಾವಿ ಸಭೆ ನಡೆಸಲಾಯಿತು. ಕ್ರೀಡಾಕೂಟದಲ್ಲಿ ಅಥ್ಲೆಟಿಕ್ಸ್, ಕಬಡ್ಡಿ, ವಾಲಿಬಾಲ್, ಖೋ-ಖೋ, ಕ್ರಿಕೆಟ್, ಬ್ಯಾಡ್ಮಿಂಟನ್, ಚೆಸ್, ಕೇರಂ ಸೇರಿದಂತೆ ವಿವಿಧ ಕ್ರೀಡೆಗಳನ್ನು ಆಯೋಜಿಸಲಾಗಿದೆ. ಜಿಲ್ಲೆಯ ಎಲ್ಲಾ ಇಲಾಖೆಗಳ ನೌಕರರು ಭಾಗವಹಿಸಬೇಕು. ಆಯ್ಕೆಯಾದ ಕ್ರೀಡಾಪಟುಗಳು ರಾಜ್ಯ ಮಟ್ಟದ ಕ್ರೀಡಾಕೂಟದಲ್ಲಿ ಭಾಗವಹಿಸಲಿದ್ದಾರೆ. ನೋಂದಣಿ ಪ್ರಕ್ರಿಯೆ ಪ್ರಾರಂಭವಾಗಿದ್ದು, ಆಸಕ್ತರು ನಿಗದಿತ ದಿನಾಂಕದೊಳಗೆ ಹೆಸರು ನೋಂದಾಯಿಸಿಕೊಳ್ಳಬೇಕು. ಕ್ರೀಡಾಪಟುಗಳಿಗೆ ಊಟ, ವಸತಿ ವ್ಯವಸ್ಥೆ ಮಾಡಲಾಗುವುದು. ಕುಡಿಯುವ ನೀರು, ವೈದ್ಯಕೀಯ ತಂಡ ಹಾಗೂ ಆಂಬುಲೆನ್ಸ್ ವ್ಯವಸ್ಥೆ ಕಲ್ಪಿಸಲು ಸೂಚಿಸಲಾಯಿತು. ಸಭೆಯಲ್ಲಿ ರಾಜ್ಯ ಸರ್ಕಾರಿ ನೌಕರರ ಸಂಘದ ಜಿಲ್ಲಾಧ್ಯಕ್ಷರು, ಪದಾಧಿಕಾರಿಗಳು ಹಾಗೂ ಇಲಾಖಾ ಅಧಿಕಾರಿಗಳು ಹಾಜರಿದ್ದರು.: [1165, 665, 1521, 841]
livestock-col2: [340, 1084, 623, 1198]
dateline: ರಾಮನಗರ:: [18, 417, 59, 430]
japanese-col4: [738, 1643, 1005, 1724]
divider: [11, 777, 327, 778]
livestock-tail: ಪಂಚಾಯತಿ ಅಧ್ಯಕ್ಷರುಗಳು ಹಾಗೂ ಇಲಾಖೆಯ ಸಿಬ್ಬಂದಿ ಉಪಸ್ಥಿತರಿದ್ದರು. ಜಿಲ್ಲೆಯ ಎಲ್ಲಾ ರೈತರು ಇಲಾಖೆಯ ಯೋಜನೆಗಳ ಸದುಪಯೋಗ ಪಡೆದುಕೊಳ್ಳಬೇಕು ಎಂದು ಕೋರಲಾಯಿತು.: [635, 1264, 1145, 1293]
livestock-kicker: ಬೆಂಗಳೂರು ಗ್ರಾಮಾಂತರ ಜಿಲ್ಲೆಯಲ್ಲಿ ಜಾನುವಾರು ಸಾಕಾಣಿಕೆ ಹೆಚ್ಚಿಸಲು ರೈತರಿಗೆ ಪ್ರೋತ್ಸಾಹ ನೀಡಿ: ಸಚಿವ ಮುನಿಯಪ್ಪ: [340, 552, 1149, 617]
col-text: ಕರ್ನಾಟಕದಲ್ಲಿ ನೀರು ಮತ್ತು ಮೂಲಸೌಕರ್ಯ ಅಭಿವೃದ್ಧಿ ನಿಗಮದ ಮೂಲಕ ಕೆಜಿಎಫ್ ನಲ್ಲಿ ಟೌನ್‌ಶಿಪ್ ನಿರ್ಮಾಣಕ್ಕೆ ರೂಪರೇಷೆ ಸಿದ್ಧಪಡಿಸಲಾಗಿದೆ. ಕರ್ನಾಟಕದಲ್ಲಿ ಮೊತ್ತದಲ್ಲಿ ನಗರಗಳ ಆರ್ಥಿಕ ಅಭಿವೃದ್ಧಿಗೆ ಪೂರಕವಾಗಿ ಯೋಜನೆ ರೂಪಿಸಲಾಗಿದೆ. ಸಿದ್ದರಾಮಯ್ಯ 2024-25ನೇ ಸಾಲಿನ ಆಯ-ವ್ಯಯ ಮಂಡನೆಯ ವೇಳೆ ಮೈಸೂರು, ಮಂಗಳೂರು, ಹುಬ್ಬಳ್ಳಿ-ಧಾರವಾಡ, ಬೆಳಗಾವಿ, ಕಲಬುರಗಿ, ಕೋಲಾರ ಜಿಲ್ಲೆಯ ಗಣಿ ಪ್ರದೇಶ (ಕೆ.ಜಿ.ಎಫ್), ಬಳ್ಳಾರಿ ಮತ್ತು: [550, 384, 753, 510]
headline: ಬಾಲಕನ ಪತ್ತೆಗೆ ಮನವಿ: [91, 603, 248, 627]
caption-body: [18, 1635, 320, 1684]
